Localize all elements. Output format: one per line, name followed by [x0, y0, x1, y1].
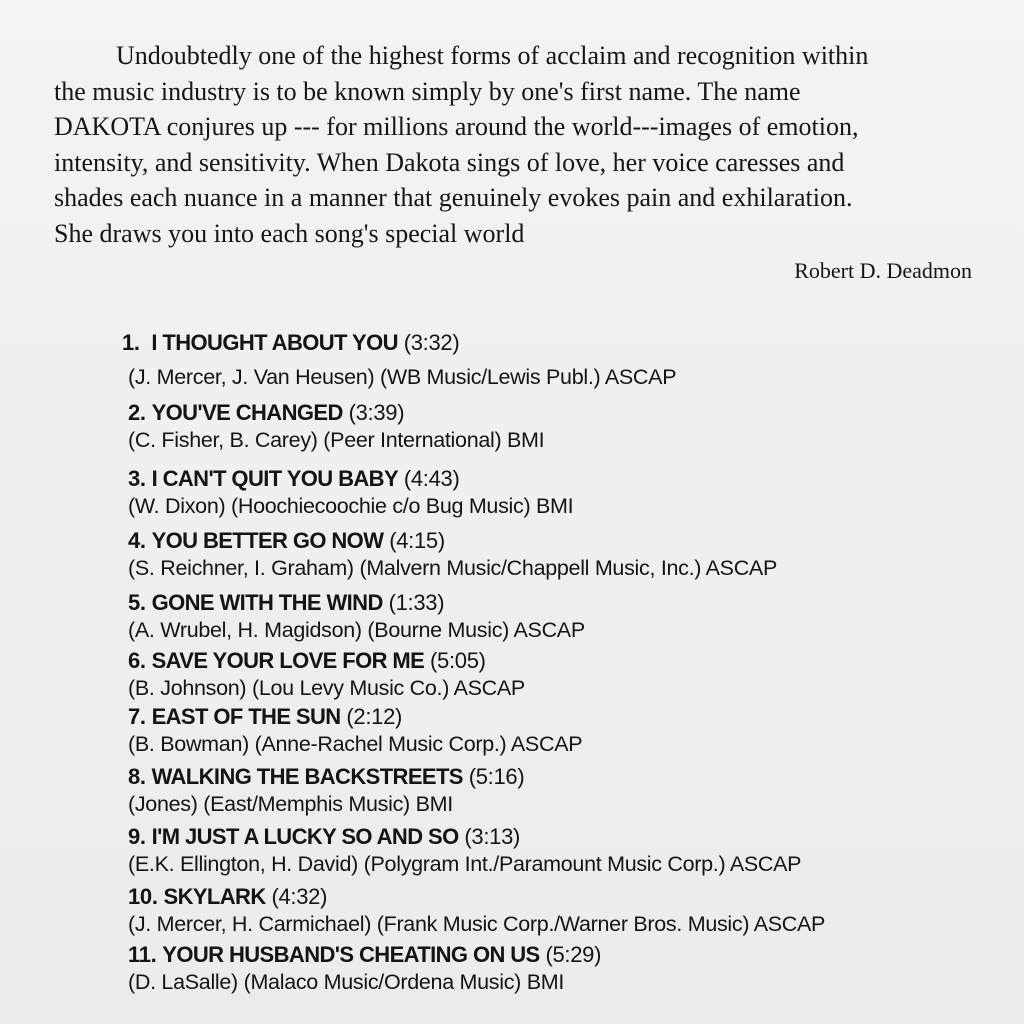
track-number: 7. [128, 704, 146, 729]
track-credit: (Jones) (East/Memphis Music) BMI [128, 792, 453, 816]
track-title: SAVE YOUR LOVE FOR ME [151, 648, 425, 673]
track-title-line [122, 330, 459, 356]
track-credit: (J. Mercer, H. Carmichael) (Frank Music Corp./Warner Bros. Music) ASCAP [128, 912, 826, 936]
track-title-line [128, 942, 601, 968]
track-title: I THOUGHT ABOUT YOU [151, 330, 398, 355]
quote-line: She draws you into each song's special world [54, 218, 525, 248]
track-title: YOU'VE CHANGED [151, 400, 343, 425]
track-title: YOUR HUSBAND'S CHEATING ON US [162, 942, 540, 967]
quote-line: Undoubtedly one of the highest forms of acclaim and recognition within [116, 41, 869, 70]
track-title: YOU BETTER GO NOW [151, 528, 384, 553]
quote-line: the music industry is to be known simply by one's first name. The name [54, 76, 801, 106]
track-duration: (1:33) [388, 590, 445, 615]
track-duration: (3:32) [403, 330, 460, 355]
track-duration: (5:16) [468, 764, 525, 789]
track-number: 8. [128, 764, 146, 789]
track-title-line [128, 764, 524, 790]
track-title: EAST OF THE SUN [151, 704, 341, 729]
quote-author: Robert D. Deadmon [794, 258, 972, 283]
track-title-line [128, 528, 445, 554]
track-title-line [128, 466, 460, 492]
track-number: 2. [128, 400, 146, 425]
track-title: GONE WITH THE WIND [151, 590, 383, 615]
track-duration: (4:43) [403, 466, 460, 491]
track-title-line [128, 704, 402, 730]
track-title: WALKING THE BACKSTREETS [151, 764, 463, 789]
track-credit: (D. LaSalle) (Malaco Music/Ordena Music) BMI [128, 970, 565, 994]
track-credit: (C. Fisher, B. Carey) (Peer International) BMI [128, 428, 545, 452]
track-title-line [128, 400, 404, 426]
quote-line: shades each nuance in a manner that genuinely evokes pain and exhilaration. [54, 183, 853, 212]
track-credit: (S. Reichner, I. Graham) (Malvern Music/Chappell Music, Inc.) ASCAP [128, 556, 778, 580]
track-number: 9. [128, 824, 146, 849]
track-number: 3. [128, 466, 146, 491]
quote-paragraph [54, 38, 1004, 251]
track-number: 11. [128, 942, 157, 967]
track-title: I CAN'T QUIT YOU BABY [151, 466, 399, 491]
track-title-line [128, 648, 486, 674]
track-duration: (4:32) [271, 884, 328, 909]
track-duration: (3:13) [464, 824, 521, 849]
track-title: SKYLARK [163, 884, 266, 909]
track-duration: (3:39) [348, 400, 405, 425]
track-credit: (J. Mercer, J. Van Heusen) (WB Music/Lewis Publ.) ASCAP [128, 365, 677, 389]
track-number: 5. [128, 590, 146, 615]
quote-line: DAKOTA conjures up --- for millions around the world---images of emotion, [54, 112, 859, 141]
track-credit: (B. Bowman) (Anne-Rachel Music Corp.) ASCAP [128, 732, 583, 756]
track-credit: (A. Wrubel, H. Magidson) (Bourne Music) ASCAP [128, 618, 585, 642]
track-title-line [128, 884, 327, 910]
track-duration: (5:05) [430, 648, 486, 673]
track-title-line [128, 590, 444, 616]
track-number: 10. [128, 884, 158, 909]
track-duration: (4:15) [389, 528, 445, 553]
track-duration: (2:12) [346, 704, 403, 729]
quote-line: intensity, and sensitivity. When Dakota sings of love, her voice caresses and [54, 147, 845, 177]
track-credit: (B. Johnson) (Lou Levy Music Co.) ASCAP [128, 676, 525, 700]
track-number: 1. [122, 330, 140, 355]
track-number: 6. [128, 648, 146, 673]
track-title: I'M JUST A LUCKY SO AND SO [151, 824, 459, 849]
track-credit: (W. Dixon) (Hoochiecoochie c/o Bug Music) BMI [128, 494, 574, 518]
track-credit: (E.K. Ellington, H. David) (Polygram Int./Paramount Music Corp.) ASCAP [128, 852, 802, 876]
track-duration: (5:29) [545, 942, 602, 967]
track-title-line [128, 824, 520, 850]
track-number: 4. [128, 528, 146, 553]
